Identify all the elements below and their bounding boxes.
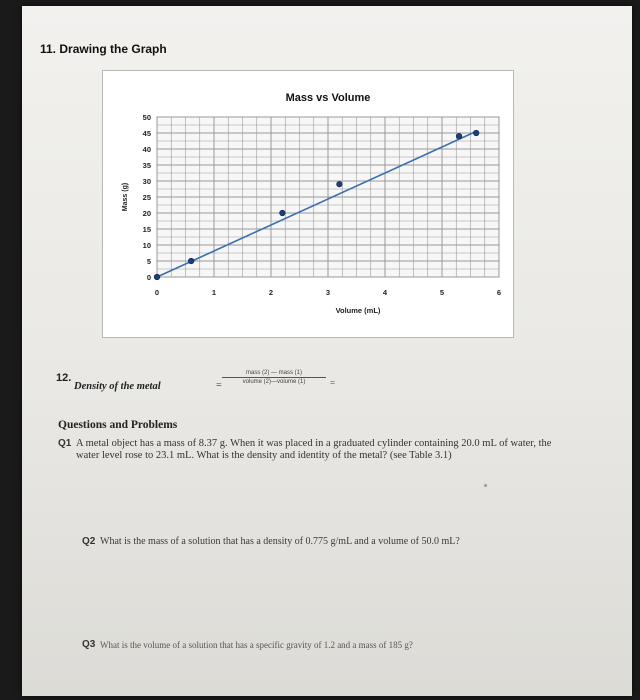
y-tick-label: 25 [142, 193, 151, 202]
y-tick-label: 30 [142, 177, 151, 186]
data-point [473, 130, 479, 136]
worksheet-page [22, 6, 632, 696]
question-3-number: Q3 [82, 639, 96, 650]
data-point [280, 210, 286, 216]
q12-equals: = [216, 380, 222, 391]
data-point [154, 274, 160, 280]
section-heading: 11. Drawing the Graph [40, 42, 167, 56]
x-tick-label: 3 [325, 288, 331, 297]
question-2-text: What is the mass of a solution that has a density of 0.775 g/mL and a volume of 50.0 mL? [100, 536, 460, 547]
question-1 [58, 438, 558, 478]
data-point [337, 181, 343, 187]
y-tick-label: 0 [146, 273, 151, 282]
mass-volume-chart [102, 70, 514, 338]
x-tick-label: 0 [154, 288, 160, 297]
question-2-number: Q2 [82, 536, 96, 547]
chart-svg [103, 71, 513, 337]
x-tick-label: 6 [496, 288, 502, 297]
y-tick-label: 50 [142, 113, 151, 122]
y-tick-label: 10 [142, 241, 151, 250]
data-point [456, 133, 462, 139]
fraction-denominator: volume (2)—volume (1) [242, 379, 306, 385]
question-3-text: What is the volume of a solution that has a specific gravity of 1.2 and a mass of 185 g? [100, 640, 413, 650]
x-tick-label: 5 [439, 288, 445, 297]
pen-mark [484, 484, 487, 487]
q12-number: 12. [56, 372, 72, 384]
density-fraction [222, 370, 326, 385]
question-1-number: Q1 [58, 438, 72, 449]
question-3 [82, 639, 552, 655]
y-tick-label: 20 [142, 209, 151, 218]
question-1-text: A metal object has a mass of 8.37 g. When it was placed in a graduated cylinder containing 20.0 mL of water, the water level rose to 23.1 mL. What is the density and identity of the metal? (see Table 3.1) [76, 438, 552, 461]
y-tick-label: 45 [142, 129, 151, 138]
chart-title: Mass vs Volume [285, 92, 371, 104]
y-tick-label: 35 [142, 161, 151, 170]
y-tick-label: 15 [142, 225, 151, 234]
x-axis-label: Volume (mL) [335, 306, 381, 315]
fraction-tail: = [330, 378, 336, 388]
x-tick-label: 1 [211, 288, 217, 297]
y-tick-label: 5 [146, 257, 151, 266]
q12-label: Density of the metal [74, 381, 161, 392]
y-axis-label: Mass (g) [122, 182, 129, 212]
y-tick-label: 40 [142, 145, 151, 154]
x-tick-label: 2 [268, 288, 274, 297]
fraction-numerator: mass (2) — mass (1) [222, 370, 326, 378]
data-point [188, 258, 194, 264]
question-2 [82, 536, 552, 566]
questions-title: Questions and Problems [58, 419, 178, 431]
x-tick-label: 4 [382, 288, 388, 297]
